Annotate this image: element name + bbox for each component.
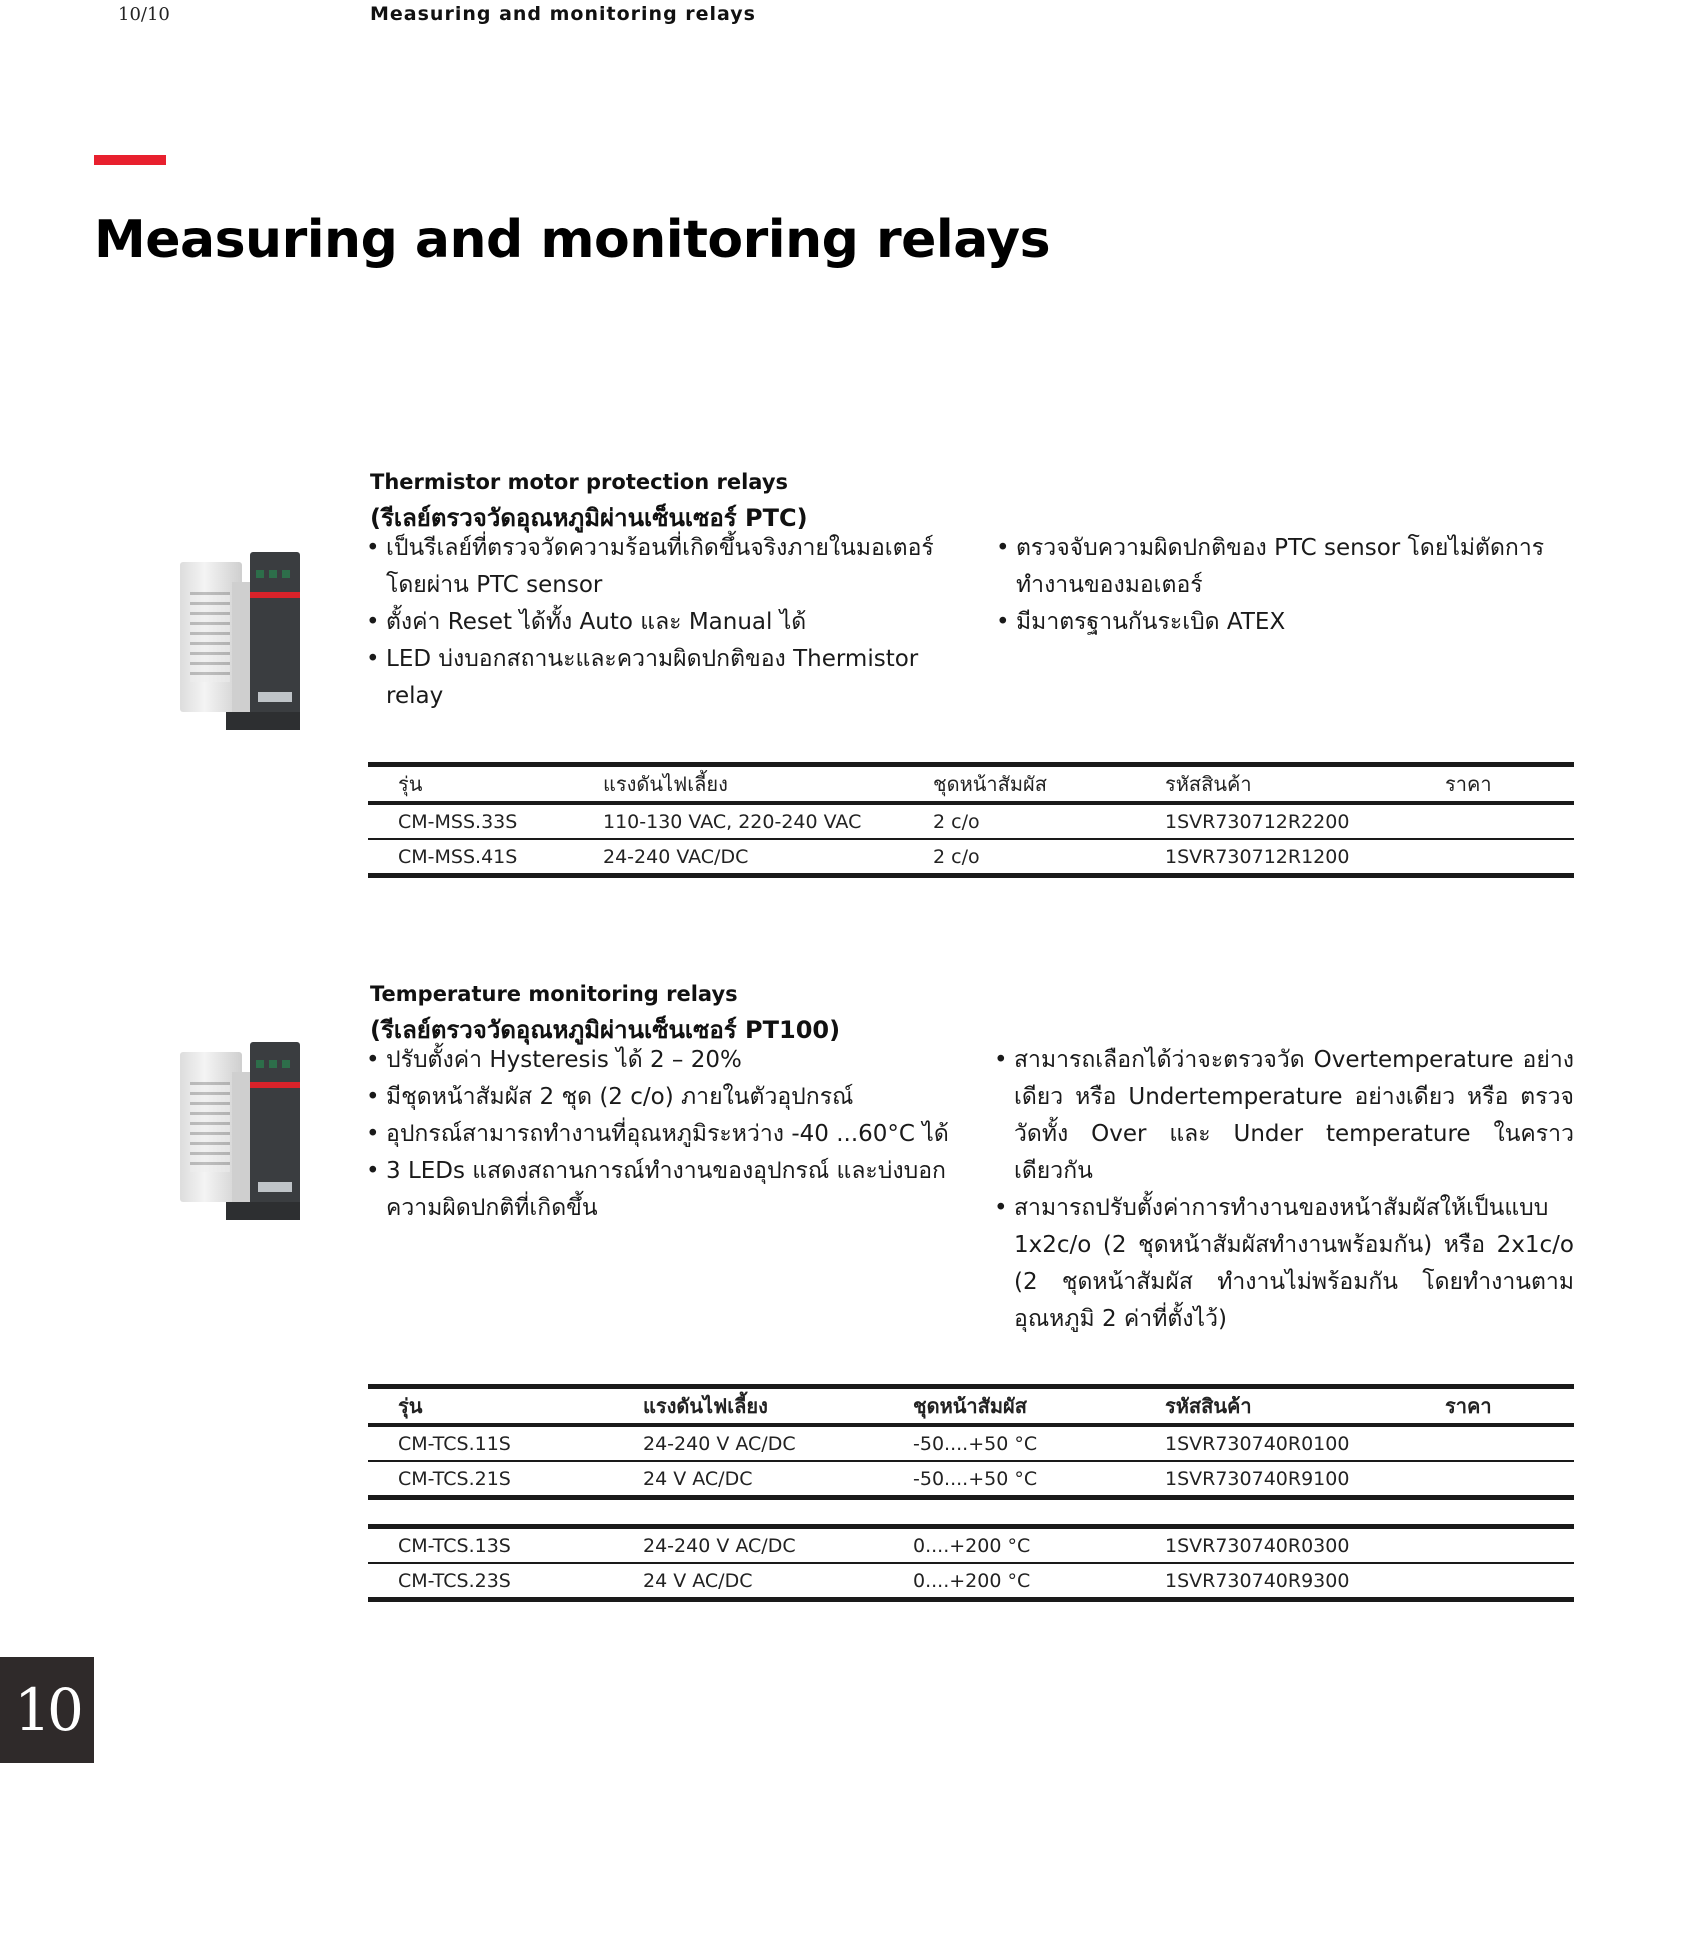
page-number: 10/10 xyxy=(118,4,170,25)
table-header-row xyxy=(368,1387,1574,1426)
cell-range: 0....+200 °C xyxy=(913,1569,1031,1592)
cell-voltage: 24 V AC/DC xyxy=(643,1467,753,1490)
section-title-thermistor: Thermistor motor protection relays xyxy=(370,470,789,494)
cell-voltage: 24-240 VAC/DC xyxy=(603,845,749,868)
page-title: Measuring and monitoring relays xyxy=(94,210,1051,270)
cell-range: -50....+50 °C xyxy=(913,1467,1038,1490)
table-row xyxy=(368,1563,1574,1600)
cell-model: CM-TCS.13S xyxy=(398,1534,511,1557)
col-header-price: ราคา xyxy=(1445,1394,1492,1418)
cell-range: -50....+50 °C xyxy=(913,1432,1038,1455)
col-header-price: ราคา xyxy=(1445,772,1492,796)
feature-item: • อุปกรณ์สามารถทำงานที่อุณหภูมิระหว่าง -40 ...60°C ได้ xyxy=(366,1116,966,1153)
cell-order-code: 1SVR730712R2200 xyxy=(1165,810,1350,833)
cell-order-code: 1SVR730740R0100 xyxy=(1165,1432,1350,1455)
col-header-model: รุ่น xyxy=(398,1394,423,1418)
cell-order-code: 1SVR730740R9300 xyxy=(1165,1569,1350,1592)
temperature-spec-table-2 xyxy=(368,1524,1574,1602)
col-header-voltage: แรงดันไฟเลี้ยง xyxy=(603,772,728,796)
cell-model: CM-TCS.23S xyxy=(398,1569,511,1592)
cell-price xyxy=(1415,1461,1574,1498)
thermistor-relay-image xyxy=(158,540,308,730)
col-header-voltage: แรงดันไฟเลี้ยง xyxy=(643,1394,768,1418)
feature-item: • ปรับตั้งค่า Hysteresis ได้ 2 – 20% xyxy=(366,1042,966,1079)
feature-item: • สามารถเลือกได้ว่าจะตรวจวัด Overtemperature อย่างเดียว หรือ Undertemperature อย่างเดียว หรือ ตรวจวัดทั้ง Over และ Under temperature ในคราวเดียวกัน xyxy=(994,1042,1574,1190)
cell-voltage: 110-130 VAC, 220-240 VAC xyxy=(603,810,862,833)
temperature-relay-image xyxy=(158,1030,308,1220)
feature-item: • มีมาตรฐานกันระเบิด ATEX xyxy=(996,604,1596,641)
chapter-tab: 10 xyxy=(0,1657,94,1763)
cell-voltage: 24 V AC/DC xyxy=(643,1569,753,1592)
cell-order-code: 1SVR730740R0300 xyxy=(1165,1534,1350,1557)
cell-price xyxy=(1415,1563,1574,1600)
temperature-spec-table xyxy=(368,1384,1574,1500)
cell-contacts: 2 c/o xyxy=(933,810,980,833)
col-header-order-code: รหัสสินค้า xyxy=(1165,1394,1252,1418)
col-header-contacts: ชุดหน้าสัมผัส xyxy=(913,1394,1027,1418)
cell-range: 0....+200 °C xyxy=(913,1534,1031,1557)
col-header-order-code: รหัสสินค้า xyxy=(1165,772,1252,796)
section-subtitle-temperature: (รีเลย์ตรวจวัดอุณหภูมิผ่านเซ็นเซอร์ PT100) xyxy=(370,1016,841,1044)
table-row xyxy=(368,839,1574,876)
cell-model: CM-MSS.41S xyxy=(398,845,518,868)
col-header-contacts: ชุดหน้าสัมผัส xyxy=(933,772,1047,796)
cell-model: CM-TCS.11S xyxy=(398,1432,511,1455)
feature-item: • 3 LEDs แสดงสถานการณ์ทำงานของอุปกรณ์ และบ่งบอกความผิดปกติที่เกิดขึ้น xyxy=(366,1153,966,1227)
feature-item: • เป็นรีเลย์ที่ตรวจวัดความร้อนที่เกิดขึ้นจริงภายในมอเตอร์ โดยผ่าน PTC sensor xyxy=(366,530,966,604)
feature-list-left xyxy=(366,530,966,715)
feature-list-right xyxy=(994,1042,1574,1338)
cell-price xyxy=(1415,1425,1574,1461)
table-row xyxy=(368,1425,1574,1461)
cell-order-code: 1SVR730740R9100 xyxy=(1165,1467,1350,1490)
accent-bar xyxy=(94,155,166,165)
feature-item: • ตรวจจับความผิดปกติของ PTC sensor โดยไม่ตัดการทำงานของมอเตอร์ xyxy=(996,530,1596,604)
feature-item: • มีชุดหน้าสัมผัส 2 ชุด (2 c/o) ภายในตัวอุปกรณ์ xyxy=(366,1079,966,1116)
feature-item: • LED บ่งบอกสถานะและความผิดปกติของ Thermistor relay xyxy=(366,641,966,715)
cell-voltage: 24-240 V AC/DC xyxy=(643,1432,796,1455)
cell-voltage: 24-240 V AC/DC xyxy=(643,1534,796,1557)
cell-model: CM-TCS.21S xyxy=(398,1467,511,1490)
thermistor-spec-table xyxy=(368,762,1574,878)
feature-item: • ตั้งค่า Reset ได้ทั้ง Auto และ Manual ได้ xyxy=(366,604,966,641)
section-subtitle-thermistor: (รีเลย์ตรวจวัดอุณหภูมิผ่านเซ็นเซอร์ PTC) xyxy=(370,504,808,532)
cell-model: CM-MSS.33S xyxy=(398,810,518,833)
feature-list-left xyxy=(366,1042,966,1227)
running-header-title: Measuring and monitoring relays xyxy=(370,3,756,25)
table-row xyxy=(368,1527,1574,1564)
feature-list-right xyxy=(996,530,1596,641)
cell-price xyxy=(1415,1527,1574,1564)
cell-order-code: 1SVR730712R1200 xyxy=(1165,845,1350,868)
table-row xyxy=(368,1461,1574,1498)
cell-price xyxy=(1415,803,1574,839)
table-row xyxy=(368,803,1574,839)
feature-item: • สามารถปรับตั้งค่าการทำงานของหน้าสัมผัสให้เป็นแบบ 1x2c/o (2 ชุดหน้าสัมผัสทำงานพร้อมกัน) หรือ 2x1c/o (2 ชุดหน้าสัมผัส ทำงานไม่พร้อมกัน โดยทำงานตามอุณหภูมิ 2 ค่าที่ตั้งไว้) xyxy=(994,1190,1574,1338)
cell-contacts: 2 c/o xyxy=(933,845,980,868)
table-header-row xyxy=(368,765,1574,804)
col-header-model: รุ่น xyxy=(398,772,423,796)
section-title-temperature: Temperature monitoring relays xyxy=(370,982,738,1006)
cell-price xyxy=(1415,839,1574,876)
